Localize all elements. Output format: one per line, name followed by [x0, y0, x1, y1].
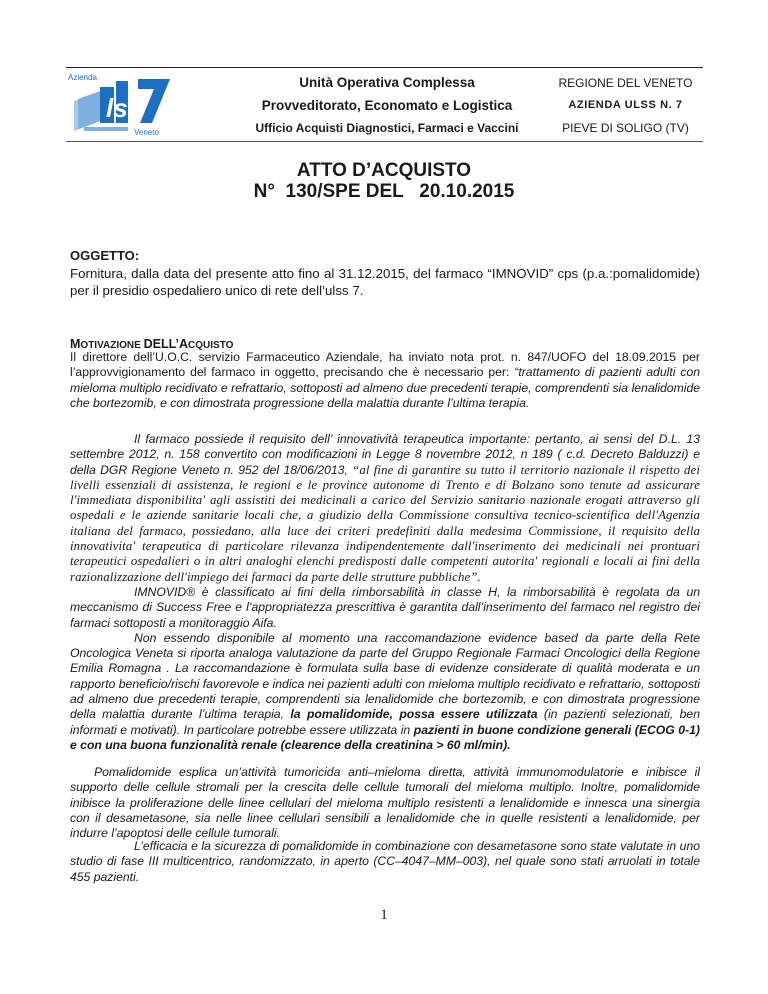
header-department: Provveditorato, Economato e Logistica [261, 98, 513, 113]
recommendation-emphasis-1: la pomalidomide [290, 707, 390, 722]
reimbursement-text: IMNOVID® è classificato ai fini della rimborsabilità in classe H, la rimborsabilità è regolata da un meccanismo di Success Free e l’appropriatezza prescrittiva è garantita dall’inserimento del farmaco nel registro dei farmaci sottoposti a monitoraggio Aifa. [70, 585, 700, 630]
svg-text:Azienda: Azienda [68, 73, 97, 82]
recommendation-emphasis-3: pazienti in buone condizione generali (ECOG 0-1) e con una buona funzionalità renale (clearence della creatinina > 60 ml/min). [70, 722, 700, 752]
paragraph-mechanism [70, 765, 700, 841]
recommendation-text: Non essendo disponibile al momento una raccomandazione evidence based da parte della Rete Oncologica Veneta si riporta analoga valutazione da parte del Gruppo Regionale Farmaci Oncologici della Regione Emilia Romagna . La raccomandazione è formulata sulla base di evidenze considerate di qualità moderata e un rapporto beneficio/rischi favorevole e indica nei pazienti adulti con mieloma multiplo recidivato e refrattario, sottoposti ad almeno due precedenti terapie, comprendenti sia lenalidomide che bortezomib, e con dimostrata progressione della malattia durante l’ultima terapia, [70, 630, 701, 722]
paragraph-innovativity [70, 432, 700, 585]
mechanism-text: Pomalidomide esplica un’attività tumoricida anti–mieloma diretta, attività immunomodulatorie e inibisce il supporto delle cellule stromali per la crescita delle cellule tumorali del mieloma multiplo. Inoltre, pomalidomide inibisce la proliferazione delle linee cellulari del mieloma multiplo resistenti a lenalidomide e innesca una sinergia con il desametasone, sia nelle linee cellulari sensibili a lenalidomide che in quelle resistenti a lenalidomide, per indurre l’apoptosi delle cellule tumorali. [70, 765, 700, 841]
subject-label: OGGETTO: [70, 248, 140, 263]
innovativity-text: Il farmaco possiede il requisito dell’ innovatività terapeutica importante: pertanto, ai sensi del D.L. 13 settembre 2012, n. 158 convertito con modificazioni in Legge 8 novembre 2012, n 189 ( c.d. Decreto Balduzzi) e della DGR Regione Veneto n. 952 del 18/06/2013, [70, 432, 700, 477]
paragraph-reimbursement [70, 585, 700, 753]
request-text: Il direttore dell’U.O.C. servizio Farmaceutico Aziendale, ha inviato nota prot. n. 847/UOFO del 18.09.2015 per l’approvvigionamento del farmaco in oggetto, precisando che è necessario per: [70, 350, 700, 380]
document-title: ATTO D’ACQUISTO [296, 160, 472, 181]
ulss7-logo [66, 71, 176, 137]
law-quote: “al fine di garantire su tutto il territorio nazionale il rispetto dei livelli essenziali di assistenza, le regioni e le province autonome di Trento e di Bolzano sono tenute ad assicurare l'immediata disponibilita' agli assistiti dei medicinali a carico del Servizio sanitario nazionale erogati attraverso gli ospedali e le aziende sanitarie locali che, a giudizio della Commissione consultiva tecnico-scientifica dell'Agenzia italiana del farmaco, possiedano, alla luce dei criteri predefiniti dalla medesima Commissione, il requisito della innovativita' terapeutica di particolare rilevanza indipendentemente dall'inserimento dei medicinali nei prontuari terapeutici ospedalieri o in altri analoghi elenchi predisposti dalle competenti autorita' regionali e locali ai fini della razionalizzazione dell'impiego dei farmaci da parte delle strutture pubbliche”. [70, 462, 700, 584]
request-quote: “trattamento di pazienti adulti con mieloma multiplo recidivato e refrattario, sottoposti ad almeno due precedenti terapie, comprendenti sia lenalidomide che bortezomib, e con dimostrata progressione della malattia durante l’ultima terapia. [70, 365, 700, 410]
efficacy-text: L’efficacia e la sicurezza di pomalidomide in combinazione con desametasone sono state valutate in uno studio di fase III multicentrico, randomizzato, in aperto (CC–4047–MM–003), nel quale sono stati arruolati in totale 455 pazienti. [70, 839, 700, 884]
recommendation-text-2: (in pazienti selezionati, ben informati e motivati). In particolare potrebbe essere utilizzata in [70, 707, 700, 737]
header-office: Ufficio Acquisti Diagnostici, Farmaci e Vaccini [255, 121, 519, 135]
header-uoc: Unità Operativa Complessa [299, 75, 475, 90]
ulss7-logo-icon [66, 71, 176, 137]
subject-text: Fornitura, dalla data del presente atto fino al 31.12.2015, del farmaco “IMNOVID” cps (p.a.:pomalidomide) per il presidio ospedaliero unico di rete dell’ulss 7. [70, 266, 700, 298]
svg-text:Veneto: Veneto [134, 128, 159, 137]
motivation-heading-rest2: CQUISTO [188, 340, 234, 351]
document-number-date: N° 130/SPE DEL 20.10.2015 [253, 181, 515, 202]
recommendation-sep: , [389, 707, 400, 722]
motivation-heading [70, 337, 233, 351]
header-top-rule [66, 67, 703, 68]
header-region: REGIONE DEL VENETO [558, 76, 693, 90]
recommendation-emphasis-2: possa essere utilizzata [399, 707, 538, 722]
motivation-heading-cap: M [70, 337, 81, 351]
page-number: 1 [380, 907, 388, 923]
paragraph-request [70, 350, 700, 411]
svg-text:lss: lss [106, 93, 143, 123]
header-azienda: AZIENDA ULSS N. 7 [568, 99, 683, 111]
header-office-block [232, 72, 542, 139]
header-bottom-rule [66, 141, 703, 142]
motivation-heading-rest: OTIVAZIONE [80, 340, 144, 351]
paragraph-efficacy [70, 839, 700, 885]
header-region-block [548, 72, 703, 139]
motivation-heading-cap2: DELL’A [143, 337, 189, 351]
header-location: PIEVE DI SOLIGO (TV) [562, 121, 689, 135]
